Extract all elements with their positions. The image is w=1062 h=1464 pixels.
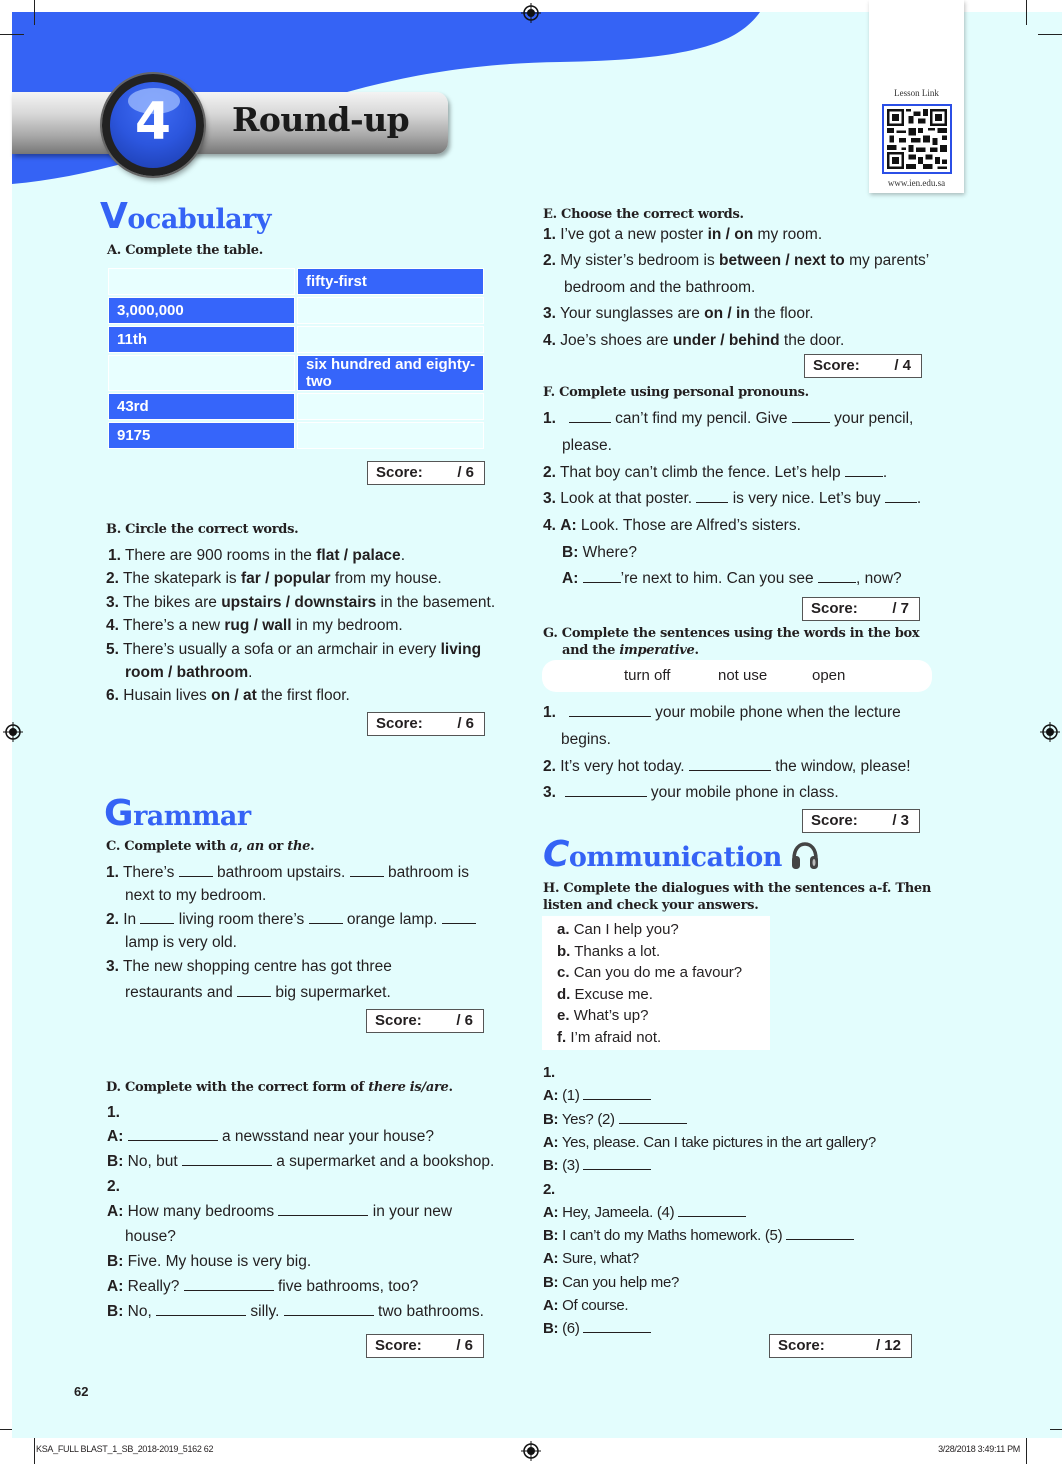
exercise-f-line: 2. That boy can’t climb the fence. Let’s help . <box>543 464 888 481</box>
crop-mark <box>1026 1438 1027 1464</box>
word-box-item: open <box>812 667 846 684</box>
answer-blank[interactable] <box>619 1110 687 1124</box>
exercise-d-line: A: How many bedrooms in your new <box>107 1203 453 1220</box>
answer-blank[interactable] <box>583 1319 651 1333</box>
answer-blank[interactable] <box>569 409 611 423</box>
score-box-g[interactable]: Score: / 3 <box>802 809 920 833</box>
choice-words[interactable]: far / popular <box>241 570 331 587</box>
dialogue-line: 2. <box>543 1180 555 1198</box>
exercise-g-line: 2. It’s very hot today. the window, please! <box>543 758 911 775</box>
answer-blank[interactable] <box>569 703 651 717</box>
exercise-f-line: 4. A: Look. Those are Alfred’s sisters. <box>543 517 801 534</box>
exercise-e-item: 3. Your sunglasses are on / in the floor. <box>543 305 814 322</box>
phrase-item: a. Can I help you? <box>557 921 679 938</box>
exercise-d-line: house? <box>125 1228 176 1245</box>
answer-blank[interactable] <box>583 1156 651 1170</box>
dialogue-line: 1. <box>543 1064 555 1081</box>
choice-words[interactable]: living <box>440 641 482 658</box>
lesson-link-panel[interactable] <box>869 0 964 193</box>
answer-blank[interactable] <box>689 757 771 771</box>
dialogue-line: A: (1) <box>543 1086 651 1106</box>
exercise-g-title: G. Complete the sentences using the words in the box and the imperative. <box>543 626 920 658</box>
answer-blank[interactable] <box>140 910 174 924</box>
answer-blank[interactable] <box>583 1086 651 1100</box>
table-cell-given: 11th <box>108 326 295 353</box>
table-cell-answer[interactable] <box>297 297 484 324</box>
exercise-d-title: D. Complete with the correct form of there is/are. <box>106 1080 453 1095</box>
table-row <box>108 393 484 420</box>
exercise-b-item: room / bathroom. <box>125 664 253 681</box>
registration-mark-icon <box>521 3 541 23</box>
headphones-icon[interactable] <box>789 840 821 872</box>
numbers-table <box>106 266 486 451</box>
exercise-c-line: lamp is very old. <box>125 934 237 951</box>
exercise-f-line: A: ’re next to him. Can you see , now? <box>562 570 902 587</box>
exercise-b-title: B. Circle the correct words. <box>106 522 299 537</box>
exercise-f-line: 1. can’t find my pencil. Give your pencil, <box>543 410 914 427</box>
registration-mark-icon <box>3 722 23 742</box>
dialogue-line: B: Can you help me? <box>543 1273 680 1291</box>
print-timestamp: 3/28/2018 3:49:11 PM <box>938 1444 1020 1454</box>
choice-words[interactable]: upstairs / downstairs <box>221 594 377 611</box>
answer-blank[interactable] <box>156 1302 246 1316</box>
exercise-c-line: 1. There’s bathroom upstairs. bathroom is <box>106 864 469 881</box>
answer-blank[interactable] <box>583 569 621 583</box>
lesson-link-url[interactable]: www.ien.edu.sa <box>887 178 946 188</box>
exercise-g-line: begins. <box>561 731 611 748</box>
exercise-d-line: B: Five. My house is very big. <box>107 1253 312 1270</box>
answer-blank[interactable] <box>696 489 728 503</box>
answer-blank[interactable] <box>284 1302 374 1316</box>
score-box-d[interactable]: Score: / 6 <box>366 1334 484 1358</box>
exercise-g-line: 3. your mobile phone in class. <box>543 784 839 801</box>
exercise-g-line: 1. your mobile phone when the lecture <box>543 704 901 721</box>
table-cell-answer[interactable] <box>297 422 484 449</box>
answer-blank[interactable] <box>442 910 476 924</box>
table-row <box>108 355 484 391</box>
table-cell-given: 9175 <box>108 422 295 449</box>
table-row <box>108 326 484 353</box>
exercise-b-item: 6. Husain lives on / at the first floor. <box>106 687 350 704</box>
answer-blank[interactable] <box>792 409 830 423</box>
exercise-b-item: 5. There’s usually a sofa or an armchair in every living <box>106 641 482 658</box>
exercise-d-line: 1. <box>107 1104 120 1121</box>
choice-words[interactable]: in / on <box>707 226 754 243</box>
exercise-d-line: A: Really? five bathrooms, too? <box>107 1278 419 1295</box>
score-box-a[interactable]: Score: / 6 <box>367 461 485 485</box>
registration-mark-icon <box>521 1441 541 1461</box>
answer-blank[interactable] <box>678 1203 746 1217</box>
exercise-f-line: please. <box>562 437 612 454</box>
exercise-f-line: B: Where? <box>562 544 637 561</box>
score-box-f[interactable]: Score: / 7 <box>802 597 920 621</box>
word-box <box>542 660 932 692</box>
answer-blank[interactable] <box>128 1127 218 1141</box>
registration-mark-icon <box>1040 722 1060 742</box>
exercise-b-item: 1. There are 900 rooms in the flat / palace. <box>108 547 405 564</box>
table-cell-answer[interactable] <box>108 355 295 391</box>
crop-mark <box>1050 1429 1062 1430</box>
choice-words[interactable]: room / bathroom <box>125 664 249 681</box>
dialogue-line: B: Yes? (2) <box>543 1110 687 1130</box>
exercise-f-line: 3. Look at that poster. is very nice. Let’s buy . <box>543 490 922 507</box>
exercise-b-item: 3. The bikes are upstairs / downstairs in the basement. <box>106 594 496 611</box>
exercise-b-item: 2. The skatepark is far / popular from my house. <box>106 570 442 587</box>
exercise-d-line: A: a newsstand near your house? <box>107 1128 434 1145</box>
crop-mark <box>34 1438 35 1464</box>
page-title: Round-up <box>232 100 410 139</box>
dialogue-line: A: Hey, Jameela. (4) <box>543 1203 746 1223</box>
print-slug: KSA_FULL BLAST_1_SB_2018-2019_5162 62 <box>36 1444 214 1454</box>
phrase-item: b. Thanks a lot. <box>557 942 661 960</box>
exercise-e-item: 1. I’ve got a new poster in / on my room. <box>543 226 823 243</box>
answer-blank[interactable] <box>350 863 384 877</box>
answer-blank[interactable] <box>818 569 856 583</box>
choice-words[interactable]: between / next to <box>719 252 845 269</box>
choice-words[interactable]: under / behind <box>672 332 780 349</box>
exercise-f-title: F. Complete using personal pronouns. <box>543 385 809 400</box>
exercise-e-item: bedroom and the bathroom. <box>564 279 756 296</box>
phrase-item: f. I’m afraid not. <box>557 1029 662 1046</box>
exercise-c-line: 2. In living room there’s orange lamp. <box>106 910 476 930</box>
dialogue-line: B: I can’t do my Maths homework. (5) <box>543 1226 854 1246</box>
dialogue-line: B: (3) <box>543 1156 651 1176</box>
exercise-c-line: restaurants and big supermarket. <box>125 984 391 1001</box>
score-box-e[interactable]: Score: / 4 <box>804 354 922 378</box>
table-row <box>108 297 484 324</box>
exercise-d-line: B: No, silly. two bathrooms. <box>107 1303 484 1320</box>
dialogue-line: A: Of course. <box>543 1297 629 1314</box>
crop-mark <box>0 34 24 35</box>
crop-mark <box>0 1429 12 1430</box>
answer-blank[interactable] <box>786 1226 854 1240</box>
answer-blank[interactable] <box>182 1152 272 1166</box>
exercise-e-item: 2. My sister’s bedroom is between / next to my parents’ <box>543 252 930 269</box>
table-row <box>108 422 484 449</box>
word-box-item: turn off <box>624 667 671 684</box>
exercise-b-item: 4. There’s a new rug / wall in my bedroom. <box>106 617 403 634</box>
table-cell-answer[interactable] <box>108 268 295 295</box>
section-title-grammar: Grammar <box>104 793 251 834</box>
choice-words[interactable]: on / in <box>704 305 750 322</box>
phrase-item: d. Excuse me. <box>557 985 653 1003</box>
exercise-d-line: B: No, but a supermarket and a bookshop. <box>107 1153 495 1170</box>
table-cell-given: 43rd <box>108 393 295 420</box>
page-number: 62 <box>74 1384 89 1399</box>
choice-words[interactable]: flat / palace <box>316 547 401 564</box>
dialogue-line: A: Yes, please. Can I take pictures in the art gallery? <box>543 1133 876 1151</box>
score-box-b[interactable]: Score: / 6 <box>367 712 485 736</box>
answer-blank[interactable] <box>845 463 883 477</box>
answer-blank[interactable] <box>565 783 647 797</box>
unit-badge <box>102 74 204 176</box>
phrase-item: e. What’s up? <box>557 1007 649 1025</box>
answer-blank[interactable] <box>885 489 917 503</box>
answer-blank[interactable] <box>179 863 213 877</box>
word-box-item: not use <box>718 667 768 684</box>
table-row <box>108 268 484 295</box>
crop-mark <box>34 0 35 25</box>
exercise-e-title: E. Choose the correct words. <box>543 207 744 222</box>
table-cell-given: six hundred and eighty-two <box>297 355 484 391</box>
exercise-a-title: A. Complete the table. <box>107 243 263 258</box>
exercise-d-line: 2. <box>107 1178 120 1195</box>
answer-blank[interactable] <box>184 1277 274 1291</box>
table-cell-given: 3,000,000 <box>108 297 295 324</box>
qr-code-icon[interactable] <box>882 104 952 174</box>
score-box-h[interactable]: Score: / 12 <box>769 1334 912 1358</box>
exercise-e-item: 4. Joe’s shoes are under / behind the door. <box>543 332 845 349</box>
lesson-link-label: Lesson Link <box>894 88 939 98</box>
answer-blank[interactable] <box>309 910 343 924</box>
answer-blank[interactable] <box>278 1202 368 1216</box>
exercise-c-line: 3. The new shopping centre has got three <box>106 958 392 975</box>
table-cell-answer[interactable] <box>297 326 484 353</box>
crop-mark <box>1026 0 1027 25</box>
exercise-c-line: next to my bedroom. <box>125 887 267 904</box>
section-title-communication: Communication <box>543 834 782 875</box>
exercise-c-title: C. Complete with a, an or the. <box>106 839 315 854</box>
section-title-vocabulary: Vocabulary <box>100 196 271 237</box>
table-cell-answer[interactable] <box>297 393 484 420</box>
score-box-c[interactable]: Score: / 6 <box>366 1009 484 1033</box>
crop-mark <box>1038 34 1062 35</box>
table-cell-given: fifty-first <box>297 268 484 295</box>
dialogue-line: B: (6) <box>543 1319 651 1339</box>
unit-number: 4 <box>134 92 172 152</box>
choice-words[interactable]: rug / wall <box>224 617 292 634</box>
choice-words[interactable]: on / at <box>211 687 257 704</box>
answer-blank[interactable] <box>237 983 271 997</box>
phrase-item: c. Can you do me a favour? <box>557 964 743 982</box>
dialogue-line: A: Sure, what? <box>543 1250 639 1268</box>
exercise-h-title: H. Complete the dialogues with the sentences a-f. Then listen and check your answers. <box>543 881 931 913</box>
